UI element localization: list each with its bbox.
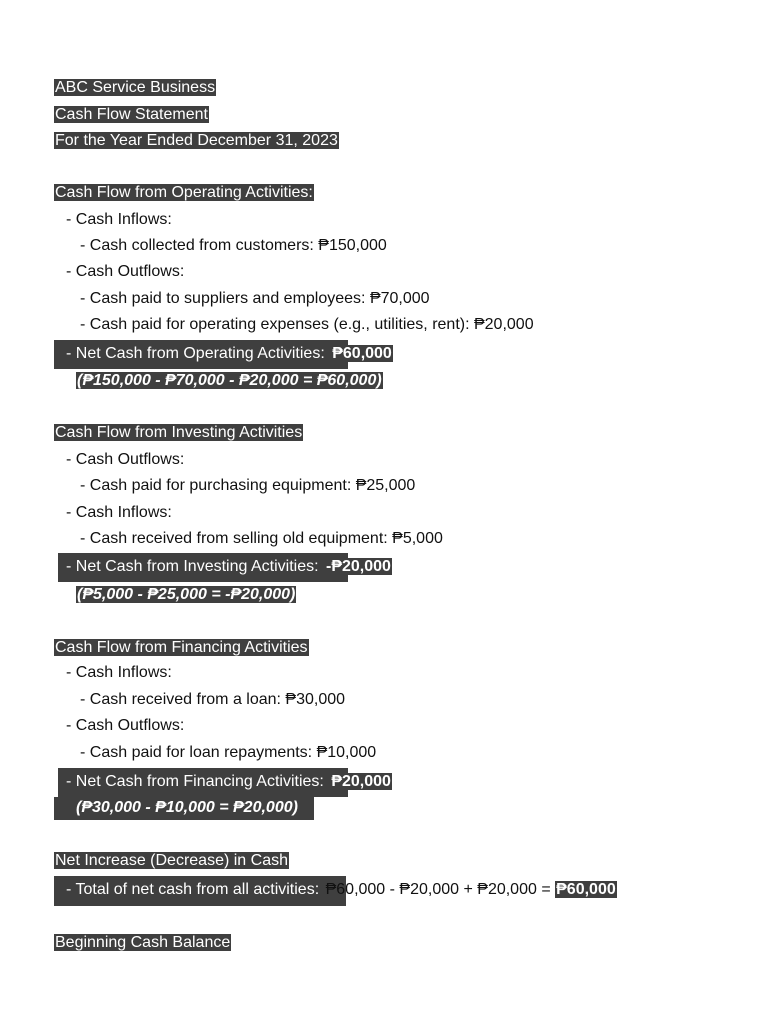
net-increase-line <box>66 879 617 901</box>
operating-customers-line: - Cash collected from customers: ₱150,000 <box>80 237 387 254</box>
operating-expenses-line: - Cash paid for operating expenses (e.g., utilities, rent): ₱20,000 <box>80 316 534 333</box>
investing-net-label: - Net Cash from Investing Activities: <box>66 558 319 575</box>
financing-outflows-label: - Cash Outflows: <box>66 717 185 734</box>
financing-loan-line: - Cash received from a loan: ₱30,000 <box>80 691 346 708</box>
net-increase-heading: Net Increase (Decrease) in Cash <box>55 852 288 869</box>
investing-inflows-label: - Cash Inflows: <box>66 504 172 521</box>
investing-outflows-label: - Cash Outflows: <box>66 451 185 468</box>
investing-equipment-line: - Cash paid for purchasing equipment: ₱25,000 <box>80 477 416 494</box>
beginning-balance-heading: Beginning Cash Balance <box>55 934 231 951</box>
financing-net-label: - Net Cash from Financing Activities: <box>66 773 324 790</box>
financing-inflows-label: - Cash Inflows: <box>66 664 172 681</box>
operating-outflows-label: - Cash Outflows: <box>66 263 185 280</box>
financing-formula: (₱30,000 - ₱10,000 = ₱20,000) <box>76 799 298 816</box>
investing-heading: Cash Flow from Investing Activities <box>55 424 303 441</box>
operating-net-value: ₱60,000 <box>332 345 392 362</box>
financing-repayments-line: - Cash paid for loan repayments: ₱10,000 <box>80 744 377 761</box>
operating-suppliers-line: - Cash paid to suppliers and employees: ₱70,000 <box>80 290 430 307</box>
investing-net-value: -₱20,000 <box>325 558 391 575</box>
operating-heading: Cash Flow from Operating Activities: <box>55 184 313 201</box>
operating-formula: (₱150,000 - ₱70,000 - ₱20,000 = ₱60,000) <box>77 372 382 389</box>
business-name: ABC Service Business <box>55 79 216 96</box>
statement-period: For the Year Ended December 31, 2023 <box>55 132 338 149</box>
net-increase-label: - Total of net cash from all activities: <box>66 881 320 898</box>
net-increase-calculation: ₱60,000 - ₱20,000 + ₱20,000 = <box>325 881 551 898</box>
investing-net-line <box>66 556 392 578</box>
investing-formula: (₱5,000 - ₱25,000 = -₱20,000) <box>77 586 296 603</box>
operating-inflows-label: - Cash Inflows: <box>66 211 172 228</box>
net-increase-total: ₱60,000 <box>556 881 616 898</box>
financing-net-value: ₱20,000 <box>331 773 391 790</box>
financing-heading: Cash Flow from Financing Activities <box>55 639 308 656</box>
financing-net-line <box>66 771 392 793</box>
operating-net-line <box>66 343 393 365</box>
statement-title: Cash Flow Statement <box>55 106 208 123</box>
investing-old-equipment-line: - Cash received from selling old equipment: ₱5,000 <box>80 530 443 547</box>
operating-net-label: - Net Cash from Operating Activities: <box>66 345 325 362</box>
